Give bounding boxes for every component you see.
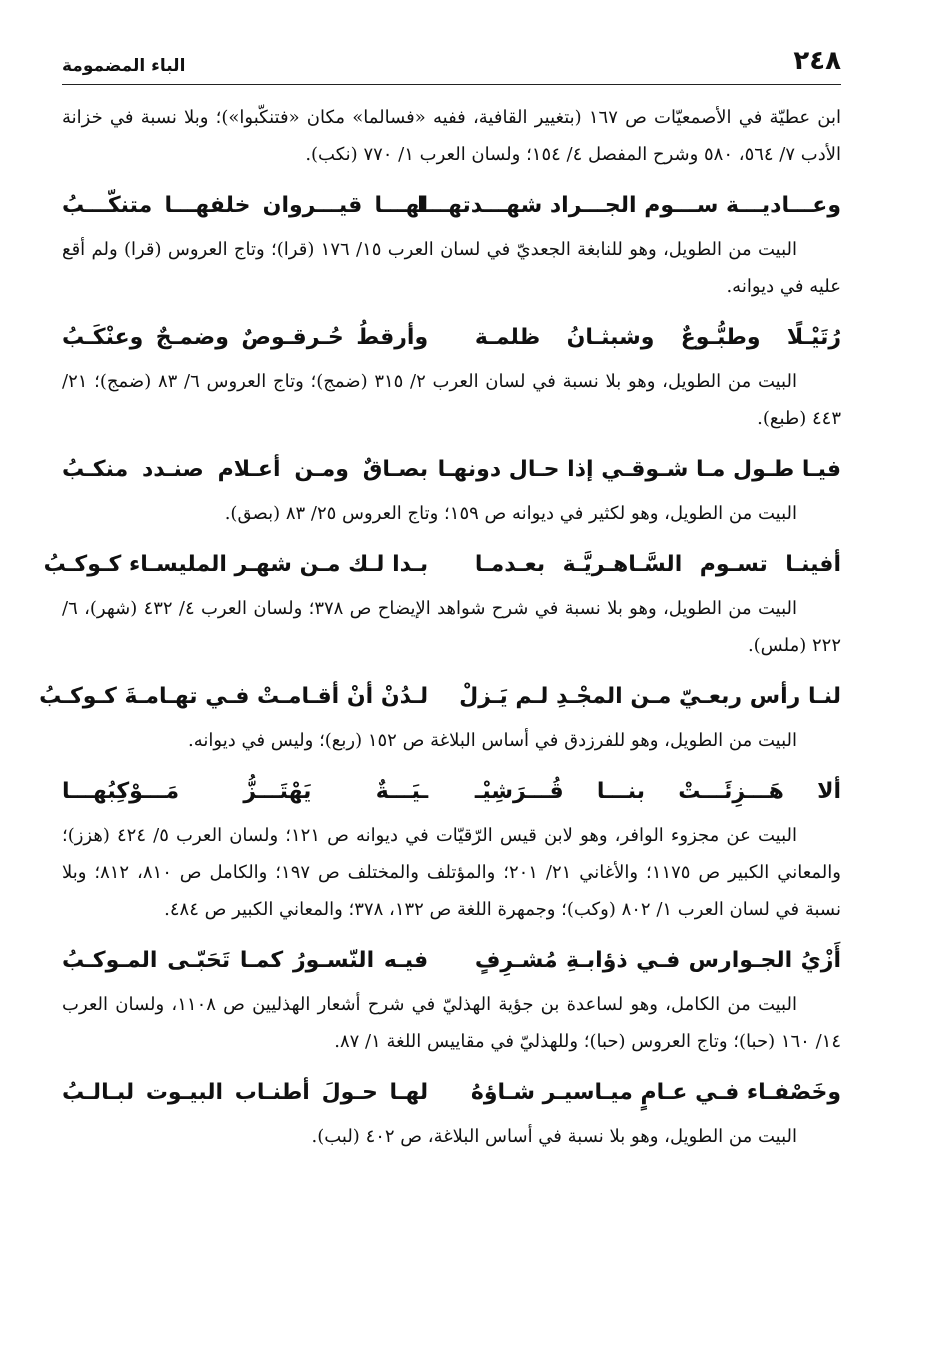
verse-line bbox=[62, 315, 841, 361]
continued-note: ابن عطيّة في الأصمعيّات ص ١٦٧ (بتغيير القافية، ففيه «فسالما» مكان «فتنكّبوا»)؛ وبلا نسبة في خزانة الأدب ٧/ ٥٦٤، ٥٨٠ وشرح المفصل ٤/ ١٥٤؛ ولسان العرب ١/ ٧٧٠ (نكب). bbox=[62, 107, 842, 165]
first-hemistich: ألا هَـــزِئَـــتْ بنـــا قُـــرَشِيْـ bbox=[474, 779, 841, 804]
first-hemistich: أَزْيُ الجـوارس فـي ذؤابـةِ مُشـرِفٍ bbox=[474, 948, 841, 973]
verse-line bbox=[62, 769, 841, 815]
verse-note: البيت من الطويل، وهو بلا نسبة في لسان العرب ٢/ ٣١٥ (ضمج)؛ وتاج العروس ٦/ ٨٣ (ضمج)؛ ٢١/ ٤٤٣ (طبع). bbox=[62, 371, 841, 429]
book-page bbox=[39, 44, 842, 1155]
verse-note: البيت من الطويل، وهو بلا نسبة في شرح شواهد الإيضاح ص ٣٧٨؛ ولسان العرب ٤/ ٤٣٢ (شهر)، ٦/ ٢٢٢ (ملس). bbox=[62, 598, 841, 656]
verse-note: البيت من الطويل، وهو للنابغة الجعديّ في لسان العرب ١٥/ ١٧٦ (قرا)؛ وتاج العروس (قرا) ولم أقع عليه في ديوانه. bbox=[62, 239, 841, 297]
first-hemistich: فيـا طـول مـا شـوقـي إذا حـال دونهـا bbox=[437, 457, 841, 482]
first-hemistich: رُتَيْـلًا وطبُّـوعٌ وشبثـانُ ظلمـة bbox=[474, 325, 841, 350]
verse-line bbox=[39, 674, 841, 720]
first-hemistich: وعـــاديـــة ســـوم الجـــراد شهـــدتهـــا bbox=[417, 193, 841, 218]
verse-entry bbox=[62, 447, 841, 532]
running-title: الباء المضمومة bbox=[62, 56, 186, 76]
second-hemistich: وأرقطُ حُـرقـوصٌ وضمـجٌ وعنْكَـبُ bbox=[62, 325, 429, 350]
second-hemistich: لـدُنْ أنْ أقـامـتْ فـي تهـامـةَ كـوكـبُ bbox=[39, 684, 429, 709]
first-hemistich: لنـا رأس ربعـيّ مـن المجْـدِ لـم يَـزلْ bbox=[459, 684, 841, 709]
verse-entry bbox=[62, 938, 841, 1060]
verse-note: البيت من الطويل، وهو للفرزدق في أساس البلاغة ص ١٥٢ (ربع)؛ وليس في ديوانه. bbox=[188, 730, 797, 751]
second-hemistich: بصـاقٌ ومـن أعـلام صنـدد منكـبُ bbox=[62, 457, 429, 482]
verse-entry bbox=[62, 183, 841, 305]
page-number: ٢٤٨ bbox=[793, 46, 841, 76]
second-hemistich: فيـه النّسـورُ كمـا تَحَبّـى المـوكـبُ bbox=[62, 948, 429, 973]
first-hemistich: أفينـا تسـوم السَّـاهـريَّـة بعـدمـا bbox=[474, 552, 841, 577]
running-header bbox=[62, 44, 841, 85]
verse-line bbox=[43, 542, 841, 588]
verse-entry bbox=[62, 315, 841, 437]
verse-note: البيت من الكامل، وهو لساعدة بن جؤية الهذليّ في شرح أشعار الهذليين ص ١١٠٨، ولسان العرب ١٤/ ١٦٠ (حبا)؛ وتاج العروس (حبا)؛ وللهذليّ في مقاييس اللغة ١/ ٨٧. bbox=[62, 994, 841, 1052]
verse-line bbox=[62, 183, 841, 229]
first-hemistich: وخَصْفـاء فـي عـامٍ ميـاسيـر شـاؤهُ bbox=[470, 1080, 841, 1105]
second-hemistich: ـيَـــةٌ يَهْتَـــزُّ مَـــوْكِبُهـــا bbox=[62, 779, 429, 804]
verse-entry bbox=[39, 674, 841, 759]
second-hemistich: بـدا لـك مـن شهـر المليسـاء كـوكـبُ bbox=[43, 552, 429, 577]
verse-line bbox=[62, 1070, 841, 1116]
verse-note: البيت عن مجزوء الوافر، وهو لابن قيس الرّقيّات في ديوانه ص ١٢١؛ ولسان العرب ٥/ ٤٢٤ (هزز)؛ والمعاني الكبير ص ١١٧٥؛ والأغاني ٢١/ ٢٠١؛ والمؤتلف والمختلف ص ١٩٧؛ والكامل ص ٨١٠، ٨١٢؛ وبلا نسبة في لسان العرب ١/ ٨٠٢ (وكب)؛ وجمهرة اللغة ص ١٣٢، ٣٧٨؛ والمعاني الكبير ص ٤٨٤. bbox=[62, 825, 841, 920]
verse-entry bbox=[62, 1070, 841, 1155]
second-hemistich: لهـــا قيـــروان خلفهـــا متنكّـــبُ bbox=[62, 193, 429, 218]
verse-note: البيت من الطويل، وهو بلا نسبة في أساس البلاغة، ص ٤٠٢ (لبب). bbox=[311, 1126, 797, 1147]
verse-entry bbox=[43, 542, 841, 664]
verse-line bbox=[62, 447, 841, 493]
verse-line bbox=[62, 938, 841, 984]
second-hemistich: لهـا حـولَ أطنـاب البيـوت لبـالـبُ bbox=[62, 1080, 429, 1105]
verse-note: البيت من الطويل، وهو لكثير في ديوانه ص ١٥٩؛ وتاج العروس ٢٥/ ٨٣ (بصق). bbox=[224, 503, 797, 524]
verse-entry bbox=[62, 769, 841, 928]
